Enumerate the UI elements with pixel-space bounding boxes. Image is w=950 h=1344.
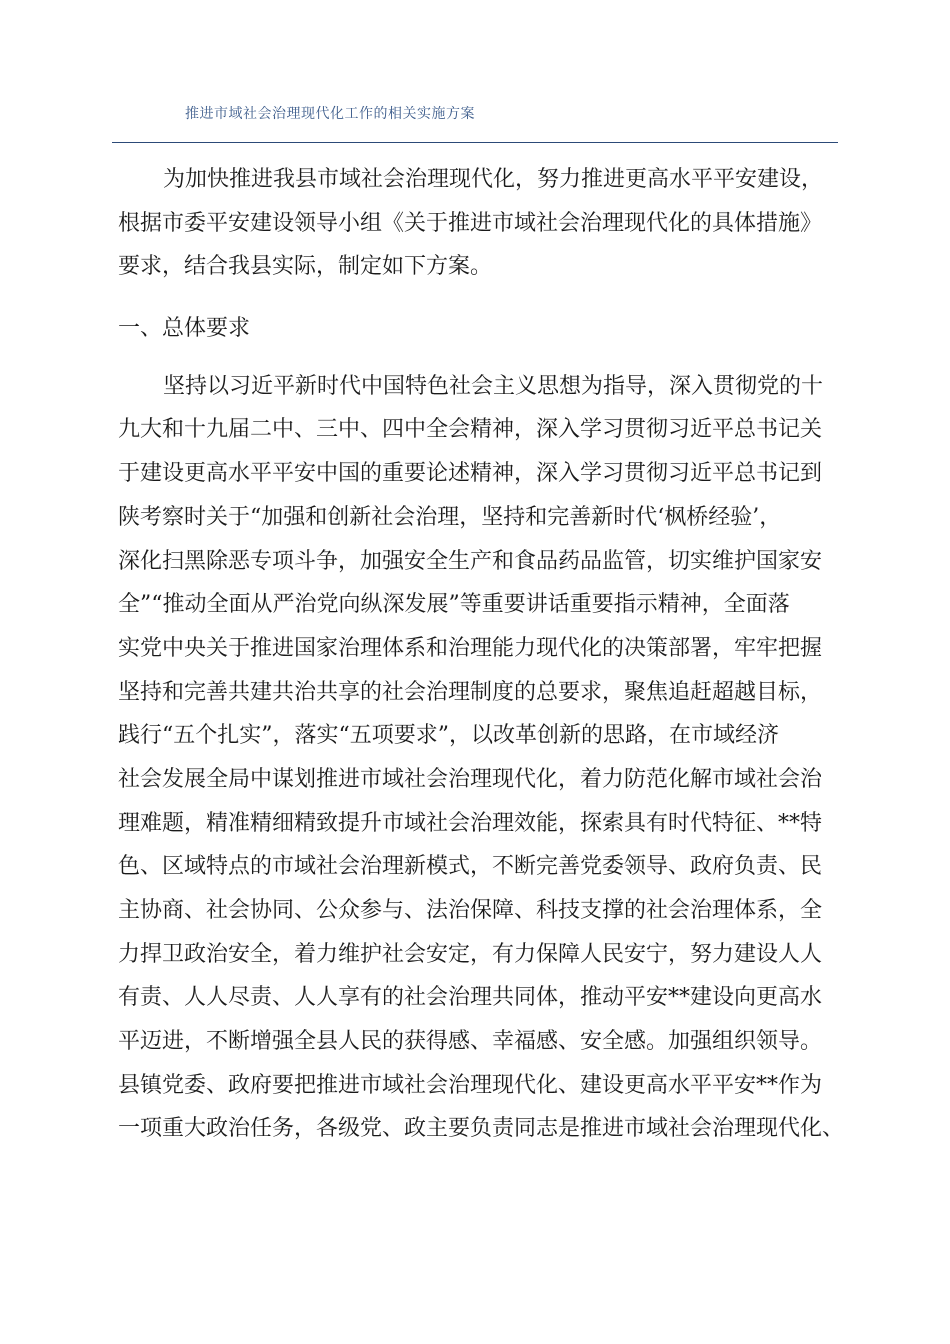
body-line: 有责、人人尽责、人人享有的社会治理共同体，推动平安**建设向更高水: [118, 985, 823, 1010]
body-line: 社会发展全局中谋划推进市域社会治理现代化，着力防范化解市域社会治: [118, 767, 823, 792]
body-line: 于建设更高水平平安中国的重要论述精神，深入学习贯彻习近平总书记到: [118, 461, 823, 486]
body-line: 深化扫黑除恶专项斗争，加强安全生产和食品药品监管，切实维护国家安: [118, 549, 823, 574]
body-line: 力捍卫政治安全，着力维护社会安定，有力保障人民安宁，努力建设人人: [118, 942, 823, 967]
body-line: 理难题，精准精细精致提升市域社会治理效能，探索具有时代特征、**特: [118, 811, 823, 836]
body-line: 践行“五个扎实”，落实“五项要求”，以改革创新的思路，在市域经济: [118, 723, 779, 748]
body-line: 一项重大政治任务，各级党、政主要负责同志是推进市域社会治理现代化、: [118, 1116, 845, 1141]
intro-line: 根据市委平安建设领导小组《关于推进市域社会治理现代化的具体措施》: [118, 211, 823, 236]
body-line: 陕考察时关于“加强和创新社会治理，坚持和完善新时代‘枫桥经验’，: [118, 505, 782, 530]
body-line: 县镇党委、政府要把推进市域社会治理现代化、建设更高水平平安**作为: [118, 1073, 823, 1098]
body-line: 平迈进，不断增强全县人民的获得感、幸福感、安全感。加强组织领导。: [118, 1029, 823, 1054]
body-line: 实党中央关于推进国家治理体系和治理能力现代化的决策部署，牢牢把握: [118, 636, 823, 661]
body-line: 坚持以习近平新时代中国特色社会主义思想为指导，深入贯彻党的十: [163, 374, 824, 399]
body-line: 色、区域特点的市域社会治理新模式，不断完善党委领导、政府负责、民: [118, 854, 823, 879]
section-heading: 一、总体要求: [118, 316, 251, 341]
header-divider: [112, 142, 838, 143]
page-header-title: 推进市域社会治理现代化工作的相关实施方案: [185, 106, 475, 122]
intro-line: 为加快推进我县市域社会治理现代化，努力推进更高水平平安建设，: [163, 167, 824, 192]
body-line: 主协商、社会协同、公众参与、法治保障、科技支撑的社会治理体系，全: [118, 898, 823, 923]
body-line: 全”“推动全面从严治党向纵深发展”等重要讲话重要指示精神，全面落: [118, 592, 790, 617]
body-line: 九大和十九届二中、三中、四中全会精神，深入学习贯彻习近平总书记关: [118, 417, 823, 442]
intro-line: 要求，结合我县实际，制定如下方案。: [118, 254, 493, 279]
body-line: 坚持和完善共建共治共享的社会治理制度的总要求，聚焦追赶超越目标，: [118, 680, 823, 705]
